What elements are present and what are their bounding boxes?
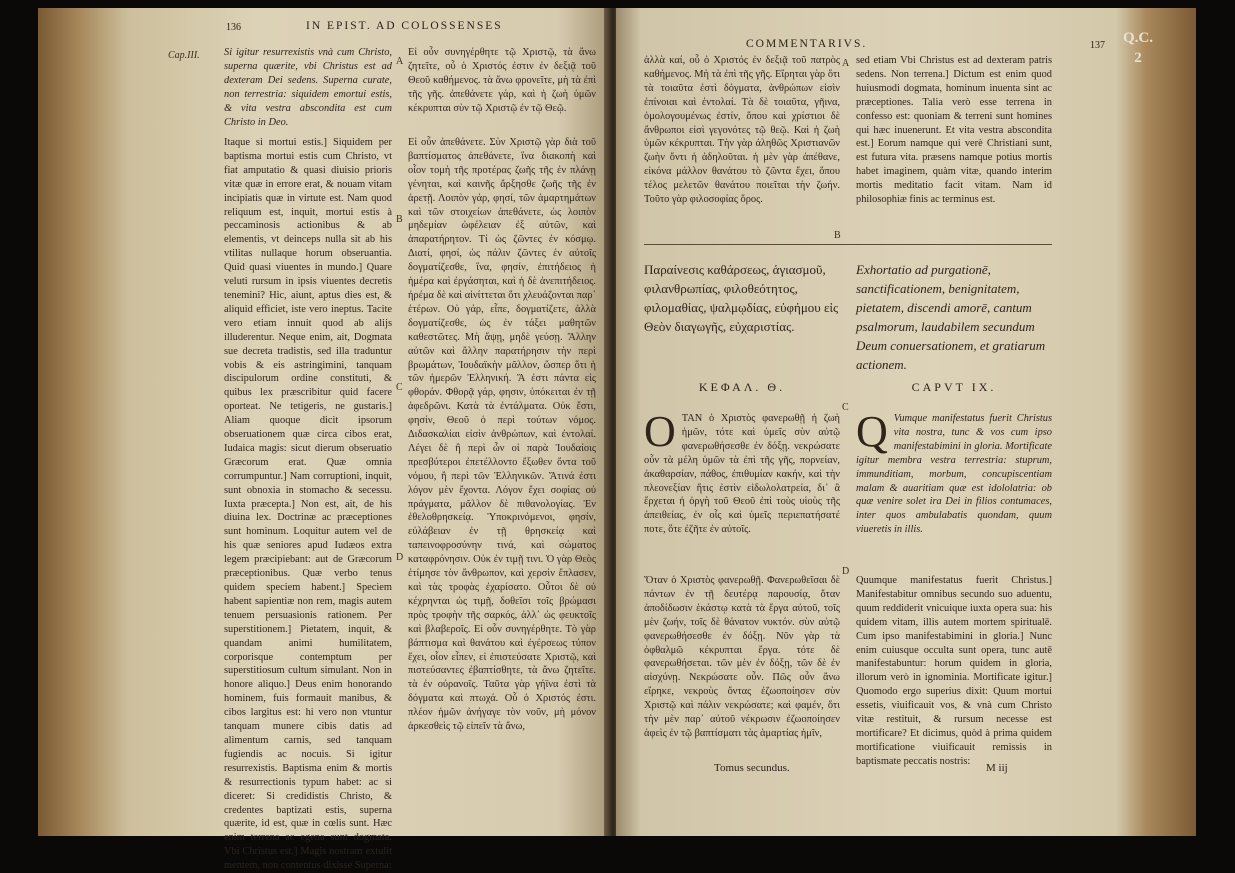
latin-drop-cap: Q (856, 407, 888, 456)
right-page (616, 8, 1196, 836)
running-head: IN EPIST. AD COLOSSENSES (306, 20, 503, 32)
greek-chapter-summary: Παραίνεσις καθάρσεως, ἁγιασμοῦ, φιλανθρωπίας, φιλοθεότητος, φιλομαθίας, ψαλμῳδίας, εὐφήμου εἰς Θεὸν διαγωγῆς, εὐχαριστίας. (644, 262, 839, 334)
signature-mark: M iij (986, 762, 1008, 774)
greek-verse: Εἰ οὖν συνηγέρθητε τῷ Χριστῷ, τὰ ἄνω ζητεῖτε, οὗ ὁ Χριστός ἐστιν ἐν δεξιᾷ τοῦ Θεοῦ καθήμενος. τὰ ἄνω φρονεῖτε, μὴ τὰ ἐπὶ τῆς γῆς. ἀπεθάνετε γάρ, καὶ ἡ ζωὴ ὑμῶν κέκρυπται σὺν τῷ Χριστῷ ἐν τῷ Θεῷ. (408, 47, 596, 114)
chapter-marker: Cap.III. (168, 50, 200, 61)
latin-commentary: Itaque si mortui estis.] Siquidem per baptisma mortui estis cum Christo, vt fiat amputatio & quasi diuisio prioris vitæ quæ in errore erat, & nouam vitam incipiatis quæ in virtute est. Nam quod reliquum est, inquit, mortui estis à peccaminosis actionibus & ab elementis, vt deinceps nulla sit ab his vtilitas nullaque horum obseruantia. Quid quasi viuentes in mundo.] Quare veluti rursum in ipsis viuentes decretis tenemini? Hic, aiunt, aptus dies est, & aliquid efficiet, iste vero ineptus. Tacite vero etiam innuit quod ab alijs illuderentur. Neque enim, ait, Dogmata sue decreta tradistis, sed illa traduntur vobis & eis astringimini, tanquam discipulorum ordine constituti, & quibus lex præscribitur quid facere oporteat. Ne tetigeris, ne gustaris.] Aliam quoque dicit ipsorum obseruationem quæ circa cibos erat, Iudaica magis: sicut dierum obseruatio Græcorum erat. Quæ omnia corrumpuntur.] Nam corruptioni, inquit, sunt obnoxia in stomacho & secessu. Iuxta præcepta.] Non est, ait, de his diuina lex. Doctrinæ ac præceptiones sunt hominum. Loquitur autem vel de his quæ seniores apud Iudæos extra legem præcipiebant: aut de Græcorum præceptionibus. Quæ verbo tenus quidem speciem habent.] Speciem habent sapientiæ non rem, magis autem tenuem persuasionis rationem. Per superstitionem.] Pietatem, inquit, & quandam animi humilitatem, corporisque contemptum per superstitiosum cultum simulant. Non in honore aliquo.] Deus enim honorando hominem, fuis formauit manibus, & cibos largitus est: hi vero non vtuntur tanquam munere cibis datis ad alimentum carnis, sed tanquam fugiendis ac nocuis. Si igitur resurrexistis. Baptisma enim & mortis & resurrectionis typum habet: ac si diceret: Si credidistis Christo, & credentes baptizati estis, superna quærite, id est, quæ in cœlis sunt. Hæc enim terrena ac egena sunt dogmata. Vbi Christus est.] Magis nostram extulit mentem, non contentus dixisse Superna: (224, 137, 392, 872)
greek-chapter-heading: ΚΕΦΑΛ. Θ. (698, 380, 786, 394)
latin-commentary-top: sed etiam Vbi Christus est ad dexteram patris sedens. Non terrena.] Dictum est enim quod huiusmodi dogmata, hominum inuenta sint ac præceptiones. Talia verò esse terrena in confesso est: quoniam & terreni sunt homines qui hæc inuenerunt. Et vita vestra abscondita est.] Eorum namque qui verè Christiani sunt, est futura vita. præsens namque potius mortis habet imaginem, quàm vitæ, quando interim mortis meditatio facit vitam. Nam id philosophiæ finis ac terminus est. (856, 55, 1052, 206)
margin-letter-d: D (396, 552, 404, 563)
greek-verse-text: ΤΑΝ ὁ Χριστὸς φανερωθῇ ἡ ζωὴ ἡμῶν, τότε καὶ ὑμεῖς σὺν αὐτῷ φανερωθήσεσθε ἐν δόξῃ. νεκρώσατε οὖν τὰ μέλη ὑμῶν τὰ ἐπὶ τῆς γῆς, πορνείαν, ἀκαθαρσίαν, πάθος, ἐπιθυμίαν κακήν, καὶ τὴν πλεονεξίαν ἥτις ἐστὶν εἰδωλολατρεία, δι᾽ ἃ ἔρχεται ἡ ὀργὴ τοῦ Θεοῦ ἐπὶ τοὺς υἱοὺς τῆς ἀπειθείας, ἐν οἷς καὶ ὑμεῖς περιεπατήσατέ ποτε, ὅτε ἐζῆτε ἐν αὐτοῖς. (644, 413, 840, 536)
margin-letter-d: D (842, 566, 850, 577)
latin-commentary: Quumque manifestatus fuerit Christus.] Manifestabitur omnibus secundo suo aduentu, quum reddiderit vnicuique iuxta opera sua: his quidem vitam, illis autem mortem spiritualē. Cum ipso manifestabimini in gloria.] Nunc enim cuiusque occulta sunt opera, tunc autē manifestabuntur: horum quidem in gloria, illorum verò in ignominia. Mortificate igitur.] Quomodo ergo superius dixit: Quum mortui essetis, viuificauit vos, & vnà cum Christo vitæ restituit, & rursum necesse est mortificare? Et dicimus, quòd à prima quidem mortificatione viuificauit remissis in baptismate peccatis nostris: (856, 575, 1052, 767)
latin-verse: Si igitur resurrexistis vnà cum Christo, superna quærite, vbi Christus est ad dexteram Dei sedens. Superna curate, non terrestria: siquidem emortui estis, & vita vestra abscondita est cum Christo in Deo. (224, 47, 392, 128)
latin-chapter-summary: Exhortatio ad purgationē, sanctificationem, benignitatem, pietatem, discendi amorē, cantum psalmorum, laudabilem secundum Deum conuersationem, et gratiarum actionem. (856, 262, 1046, 372)
section-divider (644, 244, 1052, 245)
greek-drop-cap: Ο (644, 407, 676, 456)
volume-footer: Tomus secundus. (714, 762, 790, 774)
latin-verse-text: Vumque manifestatus fuerit Christus vita nostra, tunc & vos cum ipso manifestabimini in gloria. Mortificate igitur membra vestra terrestria: stuprum, immunditiam, morbum, concupiscentiam malam & auaritiam quæ est idololatria: ob quæ venire solet ira Dei in filios contumaces, inter quos ambulabatis quondam, quum viueretis in illis. (856, 413, 1052, 536)
margin-letter-a: A (842, 58, 850, 69)
left-page (38, 8, 610, 872)
margin-letter-c: C (842, 402, 849, 413)
greek-commentary: Ὅταν ὁ Χριστὸς φανερωθῇ. Φανερωθεῖσαι δὲ πάντων ἐν τῇ δευτέρᾳ παρουσίᾳ, ὅταν ἀποδίδωσιν ἑκάστῳ κατὰ τὰ ἔργα αὐτοῦ, τοῖς μὲν ζωήν, τοῖς δὲ θάνατον νυκτόν. σὺν αὐτῷ φανερωθήσεσθε ἐν δόξῃ. Νῦν γὰρ τὰ ὀφθαλμῶ κέκρυπται ἔργα. τότε δὲ φανερωθήσεται. τῶν μὲν ἐν δόξῃ, τῶν δὲ ἐν αἰσχύνῃ. Νεκρώσατε οὖν. Πῶς οὖν ἄνω εἴρηκε, νεκροὺς ὄντας ἐζωοποίησεν σὺν Χριστῷ καὶ πάλιν νεκρώσατε; καὶ φαμέν, ὅτι τὴν μὲν παρ᾽ αὐτοῦ νέκρωσιν ἐζωοποίησεν ἀφεὶς ἐν τῷ βαπτίσματι τὰς ἁμαρτίας ἡμῖν, (644, 575, 840, 739)
margin-letter-b: B (396, 214, 403, 225)
page-number: 136 (226, 22, 241, 33)
page-number: 137 (1090, 40, 1105, 51)
margin-letter-a: A (396, 56, 404, 67)
library-stamp: Q.C. 2 (1123, 30, 1153, 66)
running-head: COMMENTARIVS. (746, 38, 868, 50)
open-book (38, 8, 1196, 872)
margin-letter-c: C (396, 382, 403, 393)
greek-commentary-top: ἀλλὰ καί, οὗ ὁ Χριστός ἐν δεξιᾷ τοῦ πατρὸς καθήμενος. Μὴ τὰ ἐπὶ τῆς γῆς. Εἴρηται γὰρ ὅτι τὰ τοιαῦτα ἐστὶ δόγματα, ἀνθρώπων εἰσὶν ἐπίνοιαι καὶ ἐντολαί. Τὰ δὲ τοιαῦτα, γῆινα, ὁμολογουμένως ἐστίν, ὅπου καὶ χρίστιοι δὲ ἄνθρωποι εἰσὶ γεγονότες τῷ θεῷ. Καὶ ἡ ζωὴ ὑμῶν κέκρυπται. Τὴν γὰρ ἀληθῶς Χριστιανῶν ζωὴν ὄντι ἡ ἀδηλοῦται. ἡ μὲν γὰρ ἀπέθανε, εἰκόνα μάλλον θανάτου τὸ ζῶντα ἔχει, ὅπου τέλος μελετῶν θανάτου ποιεῖται τὴν ζωήν. Τοῦτο γὰρ φιλοσοφίας ὅρος. (644, 55, 840, 206)
margin-letter-b: B (834, 230, 841, 241)
greek-verse (644, 407, 840, 566)
greek-commentary: Εἰ οὖν ἀπεθάνετε. Σὺν Χριστῷ γὰρ διὰ τοῦ βαπτίσματος ἀπεθάνετε, ἵνα διακοπὴ καὶ οἷον τομὴ τῆς προτέρας ζωῆς τῆς ἐν πλάνῃ γένηται, καὶ καινῆς ἄρξησθε ζωῆς τῆς ἐν ἀρετῇ. Λοιπὸν γάρ, φησί, τῶν ἁμαρτημάτων καὶ τῶν στοιχείων ἀπεθάνετε, ὡς λοιπὸν μηδεμίαν ὠφέλειαν ἐξ αὐτῶν, καὶ ἀπαρατήρητον. Τί ὡς ζῶντες ἐν κόσμῳ. Διατί, φησί, ὡς πάλιν ζῶντες ἐν αὐτοῖς δογματίζεσθε, ἵνα, φησίν, ἐπιτήδειος ἡ ἡμέρα καὶ ἐργάσηται, καὶ ἡ δὲ ἀνεπιτήδειος. ἠρέμα δὲ καὶ αἰνίττεται ὅτι χλευάζονται παρ᾽ ἑτέρων. Οὐ γάρ, εἶπε, δογματίζετε, ἀλλὰ δογματίζεσθε, ὡς ἐν τάξει μαθητῶν καθεστῶτες. Μὴ ἅψῃ, μηδὲ γεύσῃ. Ἄλλην αὐτῶν καὶ ἄλλην παρατήρησιν τὴν περὶ βρωμάτων, Ἰουδαϊκὴν μᾶλλον, ὥσπερ ὅτι ἡ τῶν ἡμερῶν Ἑλληνική. Ἅ ἐστι πάντα εἰς φθοράν. Φθορᾷ γάρ, φησιν, ὑπόκειται ἐν τῇ ἀφεδρῶνι. Κατὰ τὰ ἐντάλματα. Οὐκ ἔστι, φησίν, Θεοῦ ὁ περὶ τούτων νόμος. Διδασκαλίαι εἰσὶν ἀνθρώπων, καὶ ἐντολαί. Λέγει δὲ ἢ περὶ ὧν οἱ παρὰ Ἰουδαίοις πρεσβύτεροι ἐπετέλλοντο ἔξωθεν ὄντα τοῦ νόμου, ἢ περὶ τῶν Ἑλληνικῶν. Ἅτινά ἐστι λόγον μὲν ἔχοντα. Λόγον ἔχει σοφίας οὐ πράγματα, μᾶλλον δὲ πιθανολογίας. Ἐν ἐθελοθρησκείᾳ. Ὑποκρινόμενοι, φησίν, εὐλάβειαν ἐν τῇ θρησκείᾳ καὶ ταπεινοφροσύνην τινά, καὶ σώματος καταφρόνησιν. Οὐκ ἐν τιμῇ τινι. Ὁ γὰρ Θεὸς ἐτίμησε τὸν ἄνθρωπον, καὶ χερσὶν ἔπλασεν, καὶ τὰς τροφὰς ἐχαρίσατο. Οὗτοι δὲ οὐ κέχρηνται ὡς τιμῇ, δοθεῖσι τοῖς βρώμασι πρὸς τροφὴν τῆς σαρκός, ἀλλ᾽ ὡς φευκτοῖς καὶ βλαβεροῖς. Εἰ οὖν συνηγέρθητε. Τὸ γὰρ βάπτισμα καὶ θανάτου καὶ ἐγέρσεως τύπον ἔχει, οἷον εἶπεν, εἰ ἐπιστεύσατε Χριστῷ, καὶ πιστεύσαντες ἐβαπτίσθητε, τὰ ἄνω ζητεῖτε. τὰ ἐν οὐρανοῖς. Ταῦτα γὰρ γήϊνα ἐστὶ τὰ δόγματα καὶ πτωχά. Οὗ ὁ Χριστός ἐστι. πλέον ἡμῶν ἀνήγαγε τὸν νοῦν, μὴ μόνον ἀρκεσθεὶς τῷ εἰπεῖν τὰ ἄνω, (408, 137, 596, 733)
latin-chapter-heading: CAPVT IX. (911, 380, 997, 394)
latin-verse (856, 407, 1052, 566)
